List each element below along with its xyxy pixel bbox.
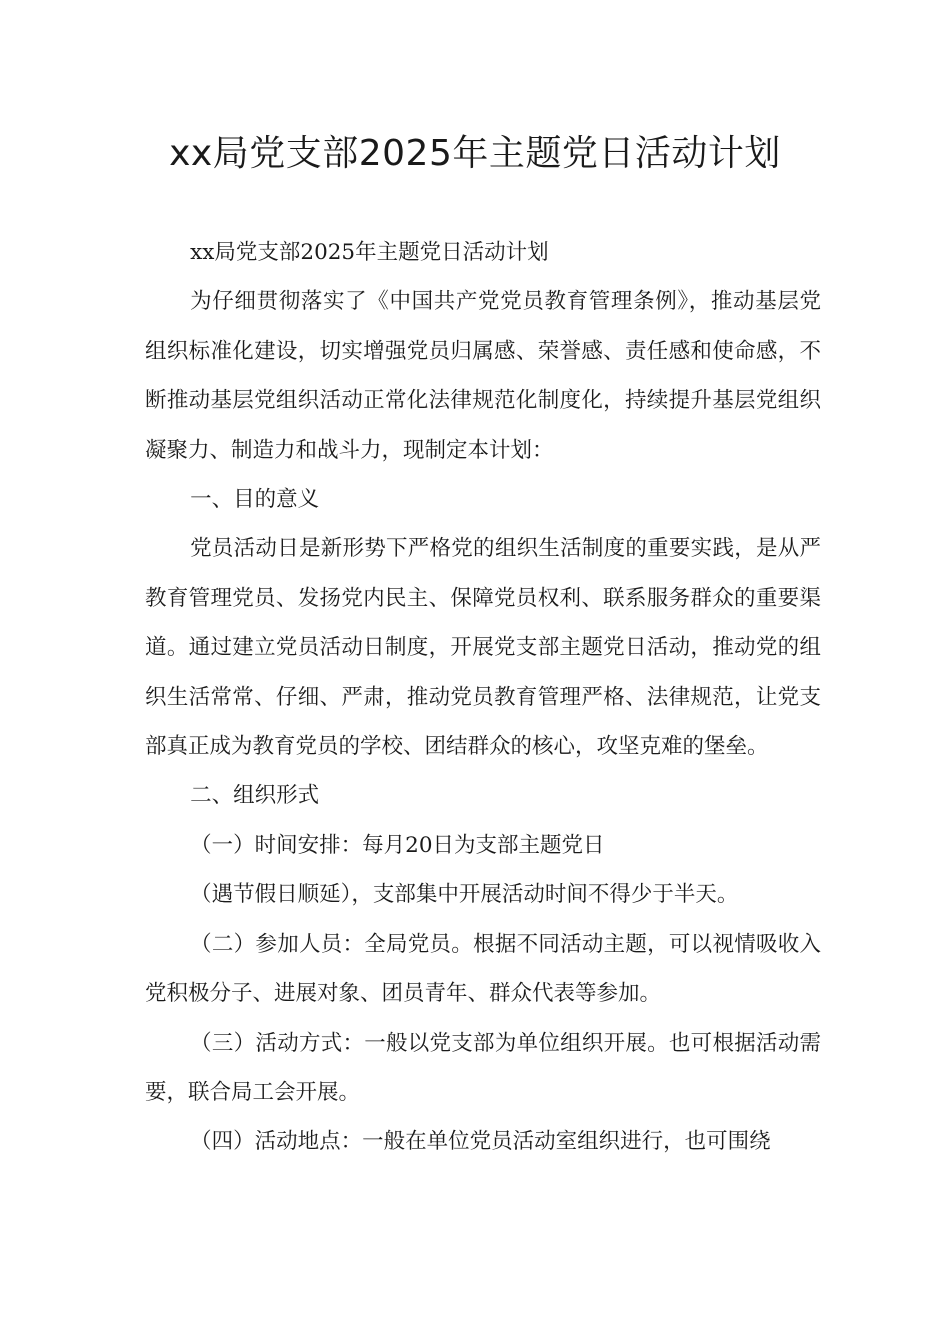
- section-heading-organization: 二、组织形式: [190, 783, 320, 809]
- subtitle-paragraph: xx局党支部2025年主题党日活动计划: [190, 240, 549, 265]
- time-arrangement-paragraph: （一）时间安排：每月20日为支部主题党日: [190, 832, 605, 858]
- activity-method-paragraph: （三）活动方式：一般以党支部为单位组织开展。也可根据活动需要，联合局工会开展。: [145, 1030, 821, 1105]
- intro-paragraph: 为仔细贯彻落实了《中国共产党党员教育管理条例》，推动基层党组织标准化建设，切实增强党员归属感、荣誉感、责任感和使命感，不断推动基层党组织活动正常化法律规范化制度化，持续提升基层党组织凝聚力、制造力和战斗力，现制定本计划：: [145, 289, 821, 463]
- activity-location-paragraph: （四）活动地点：一般在单位党员活动室组织进行，也可围绕: [190, 1129, 771, 1155]
- time-arrangement-continuation: （遇节假日顺延），支部集中开展活动时间不得少于半天。: [190, 882, 739, 908]
- participants-paragraph: （二）参加人员：全局党员。根据不同活动主题，可以视情吸收入党积极分子、进展对象、团员青年、群众代表等参加。: [145, 931, 821, 1007]
- purpose-paragraph: 党员活动日是新形势下严格党的组织生活制度的重要实践，是从严教育管理党员、发扬党内民主、保障党员权利、联系服务群众的重要渠道。通过建立党员活动日制度，开展党支部主题党日活动，推动党的组织生活常常、仔细、严肃，推动党员教育管理严格、法律规范，让党支部真正成为教育党员的学校、团结群众的核心，攻坚克难的堡垒。: [145, 536, 821, 760]
- document-title: xx局党支部2025年主题党日活动计划: [169, 133, 781, 174]
- section-heading-purpose: 一、目的意义: [190, 487, 320, 513]
- document-body: [145, 228, 821, 1167]
